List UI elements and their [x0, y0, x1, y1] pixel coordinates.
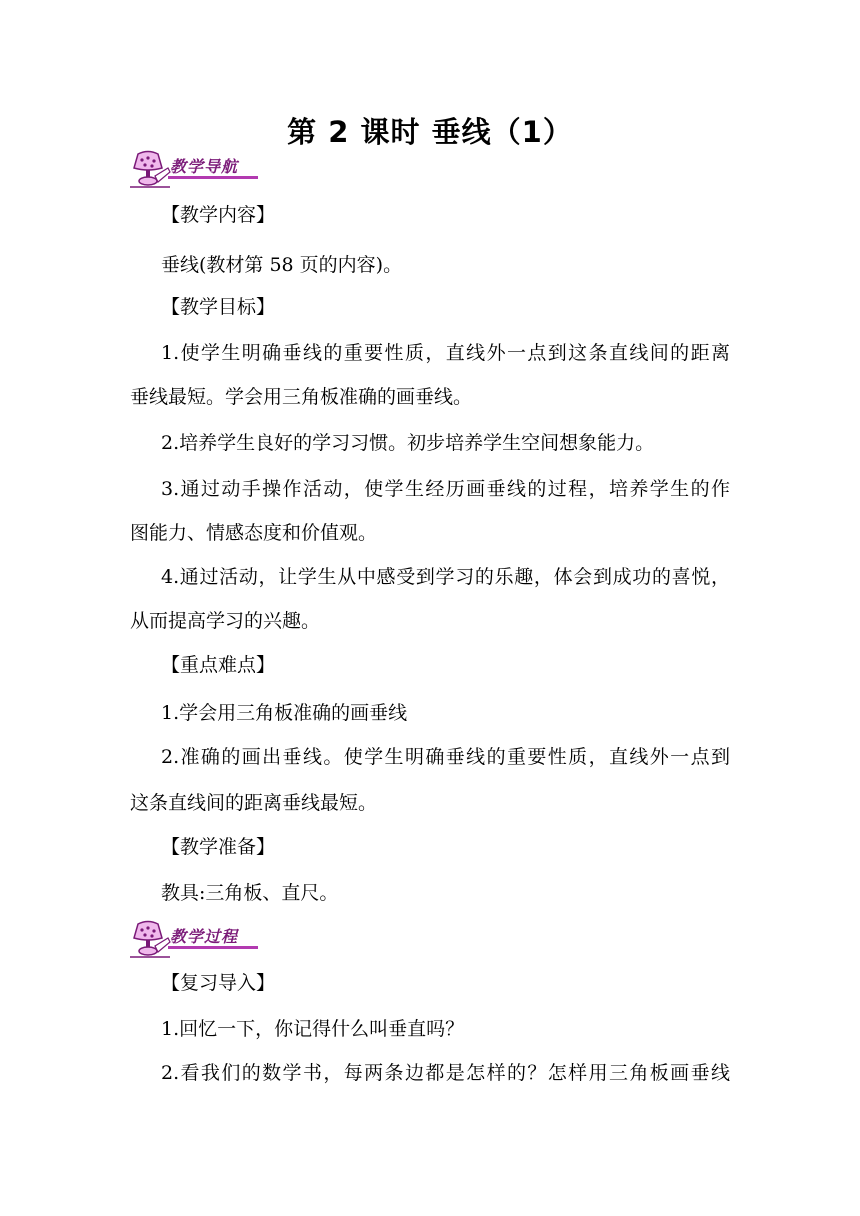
- paragraph: 1.学会用三角板准确的画垂线: [161, 702, 408, 724]
- paragraph: 1.回忆一下，你记得什么叫垂直吗？: [161, 1018, 465, 1040]
- section-label-guide: 教学导航: [170, 157, 239, 176]
- page-title: 第 2 课时 垂线（1）: [287, 115, 573, 149]
- heading-review: 【复习导入】: [161, 972, 276, 994]
- paragraph: 图能力、情感态度和价值观。: [130, 522, 378, 544]
- paragraph: 4.通过活动，让学生从中感受到学习的乐趣，体会到成功的喜悦，: [161, 566, 730, 588]
- paragraph: 2.培养学生良好的学习习惯。初步培养学生空间想象能力。: [161, 432, 655, 454]
- heading-key-points: 【重点难点】: [161, 654, 276, 676]
- paragraph: 教具:三角板、直尺。: [161, 882, 339, 904]
- section-header-process: [128, 920, 268, 960]
- paragraph: 垂线(教材第 58 页的内容)。: [161, 254, 403, 276]
- paragraph: 1.使学生明确垂线的重要性质，直线外一点到这条直线间的距离: [161, 342, 730, 364]
- paragraph: 2.准确的画出垂线。使学生明确垂线的重要性质，直线外一点到: [161, 746, 730, 768]
- paragraph: 3.通过动手操作活动，使学生经历画垂线的过程，培养学生的作: [161, 478, 730, 500]
- section-underline: [168, 946, 258, 949]
- heading-content: 【教学内容】: [161, 204, 276, 226]
- paragraph: 这条直线间的距离垂线最短。: [130, 792, 378, 814]
- section-underline: [168, 176, 258, 179]
- section-label-process: 教学过程: [170, 927, 239, 946]
- paragraph: 2.看我们的数学书，每两条边都是怎样的？怎样用三角板画垂线: [161, 1062, 730, 1084]
- lamp-icon: [128, 920, 172, 960]
- paragraph: 从而提高学习的兴趣。: [130, 610, 321, 632]
- section-header-guide: [128, 150, 268, 190]
- paragraph: 垂线最短。学会用三角板准确的画垂线。: [130, 386, 473, 408]
- heading-goals: 【教学目标】: [161, 296, 276, 318]
- heading-preparation: 【教学准备】: [161, 836, 276, 858]
- lamp-icon: [128, 150, 172, 190]
